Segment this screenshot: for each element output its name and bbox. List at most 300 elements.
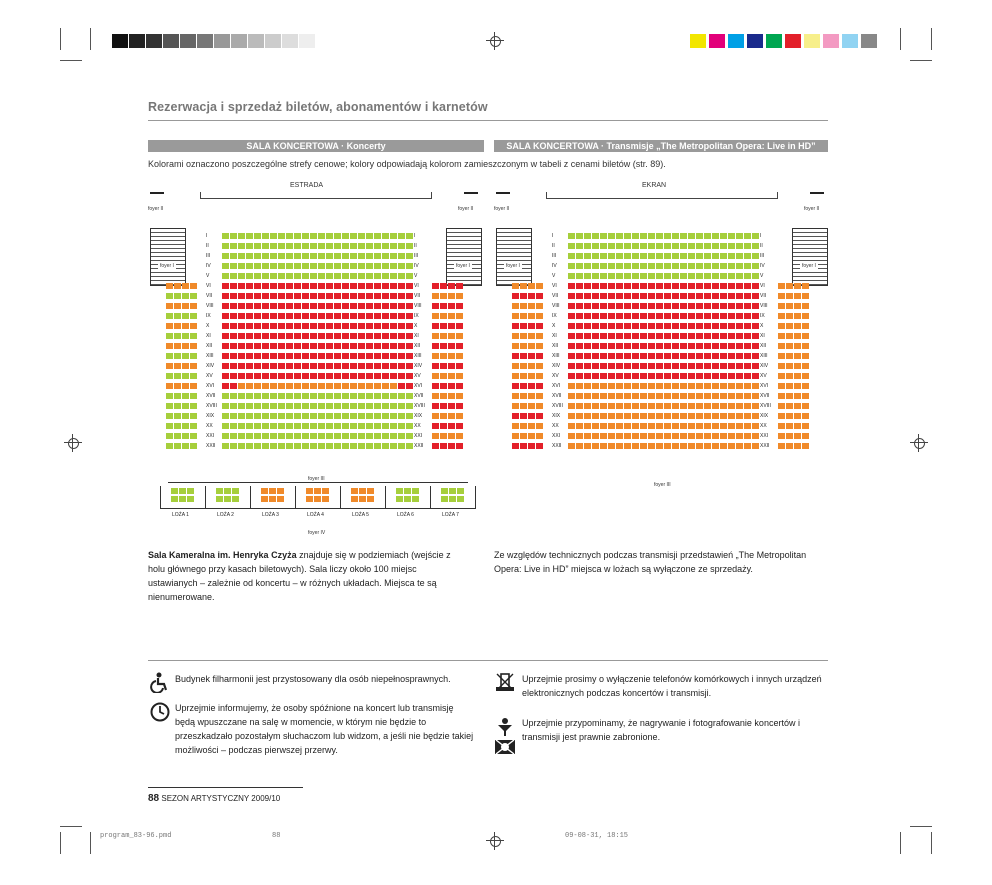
seat[interactable]	[688, 403, 695, 409]
seat[interactable]	[398, 393, 405, 399]
seat[interactable]	[456, 343, 463, 349]
seat[interactable]	[262, 373, 269, 379]
seat[interactable]	[712, 253, 719, 259]
seat[interactable]	[744, 323, 751, 329]
seat[interactable]	[680, 413, 687, 419]
seat[interactable]	[432, 283, 439, 289]
seat[interactable]	[326, 253, 333, 259]
seat[interactable]	[406, 273, 413, 279]
seat[interactable]	[616, 433, 623, 439]
seat[interactable]	[390, 423, 397, 429]
seat[interactable]	[367, 496, 374, 502]
seat[interactable]	[720, 353, 727, 359]
seat[interactable]	[696, 293, 703, 299]
seat[interactable]	[358, 393, 365, 399]
seat[interactable]	[680, 353, 687, 359]
seat[interactable]	[680, 373, 687, 379]
seat[interactable]	[648, 243, 655, 249]
seat[interactable]	[712, 273, 719, 279]
seat[interactable]	[412, 496, 419, 502]
seat[interactable]	[350, 283, 357, 289]
seat[interactable]	[704, 413, 711, 419]
seat[interactable]	[752, 373, 759, 379]
seat[interactable]	[744, 403, 751, 409]
seat[interactable]	[608, 383, 615, 389]
seat[interactable]	[672, 433, 679, 439]
seat[interactable]	[350, 353, 357, 359]
seat[interactable]	[794, 403, 801, 409]
seat[interactable]	[222, 353, 229, 359]
seat[interactable]	[350, 363, 357, 369]
seat[interactable]	[278, 333, 285, 339]
seat[interactable]	[278, 263, 285, 269]
seat[interactable]	[359, 496, 366, 502]
seat[interactable]	[568, 323, 575, 329]
seat[interactable]	[182, 413, 189, 419]
seat[interactable]	[584, 363, 591, 369]
seat[interactable]	[512, 383, 519, 389]
seat[interactable]	[278, 413, 285, 419]
seat[interactable]	[600, 323, 607, 329]
seat[interactable]	[624, 283, 631, 289]
seat[interactable]	[778, 343, 785, 349]
seat[interactable]	[334, 283, 341, 289]
seat[interactable]	[406, 333, 413, 339]
seat[interactable]	[448, 433, 455, 439]
seat[interactable]	[374, 413, 381, 419]
seat[interactable]	[366, 283, 373, 289]
seat[interactable]	[688, 243, 695, 249]
seat[interactable]	[584, 273, 591, 279]
seat[interactable]	[449, 488, 456, 494]
seat[interactable]	[736, 423, 743, 429]
seat[interactable]	[190, 443, 197, 449]
seat[interactable]	[786, 323, 793, 329]
seat[interactable]	[576, 353, 583, 359]
seat[interactable]	[398, 403, 405, 409]
seat[interactable]	[696, 263, 703, 269]
seat[interactable]	[294, 353, 301, 359]
seat[interactable]	[246, 263, 253, 269]
seat[interactable]	[374, 243, 381, 249]
seat[interactable]	[174, 333, 181, 339]
seat[interactable]	[568, 423, 575, 429]
seat[interactable]	[432, 433, 439, 439]
seat[interactable]	[728, 373, 735, 379]
seat[interactable]	[688, 413, 695, 419]
seat[interactable]	[632, 373, 639, 379]
seat[interactable]	[584, 243, 591, 249]
seat[interactable]	[712, 433, 719, 439]
seat[interactable]	[382, 333, 389, 339]
seat[interactable]	[720, 273, 727, 279]
seat[interactable]	[512, 293, 519, 299]
seat[interactable]	[302, 283, 309, 289]
seat[interactable]	[432, 393, 439, 399]
seat[interactable]	[350, 243, 357, 249]
seat[interactable]	[262, 293, 269, 299]
seat[interactable]	[794, 413, 801, 419]
seat[interactable]	[786, 413, 793, 419]
seat[interactable]	[334, 433, 341, 439]
seat[interactable]	[616, 233, 623, 239]
seat[interactable]	[432, 383, 439, 389]
seat[interactable]	[230, 423, 237, 429]
seat[interactable]	[230, 443, 237, 449]
seat[interactable]	[528, 373, 535, 379]
seat[interactable]	[441, 488, 448, 494]
seat[interactable]	[310, 273, 317, 279]
seat[interactable]	[616, 263, 623, 269]
seat[interactable]	[640, 343, 647, 349]
seat[interactable]	[648, 233, 655, 239]
seat[interactable]	[326, 233, 333, 239]
seat[interactable]	[608, 293, 615, 299]
seat[interactable]	[326, 243, 333, 249]
seat[interactable]	[246, 303, 253, 309]
seat[interactable]	[230, 293, 237, 299]
seat[interactable]	[262, 413, 269, 419]
seat[interactable]	[358, 373, 365, 379]
seat[interactable]	[704, 293, 711, 299]
seat[interactable]	[390, 293, 397, 299]
seat[interactable]	[318, 423, 325, 429]
seat[interactable]	[664, 423, 671, 429]
seat[interactable]	[456, 393, 463, 399]
seat[interactable]	[310, 443, 317, 449]
seat[interactable]	[310, 333, 317, 339]
seat[interactable]	[568, 253, 575, 259]
seat[interactable]	[350, 273, 357, 279]
seat[interactable]	[632, 433, 639, 439]
seat[interactable]	[310, 253, 317, 259]
seat[interactable]	[277, 488, 284, 494]
seat[interactable]	[704, 403, 711, 409]
seat[interactable]	[632, 403, 639, 409]
seat[interactable]	[680, 273, 687, 279]
seat[interactable]	[440, 323, 447, 329]
seat[interactable]	[350, 443, 357, 449]
seat[interactable]	[448, 383, 455, 389]
seat[interactable]	[520, 323, 527, 329]
seat[interactable]	[536, 423, 543, 429]
seat[interactable]	[222, 413, 229, 419]
seat[interactable]	[406, 293, 413, 299]
seat[interactable]	[174, 283, 181, 289]
seat[interactable]	[752, 403, 759, 409]
seat[interactable]	[374, 433, 381, 439]
seat[interactable]	[432, 313, 439, 319]
seat[interactable]	[270, 293, 277, 299]
seat[interactable]	[640, 423, 647, 429]
seat[interactable]	[696, 393, 703, 399]
seat[interactable]	[278, 273, 285, 279]
seat[interactable]	[278, 403, 285, 409]
seat[interactable]	[190, 323, 197, 329]
seat[interactable]	[680, 293, 687, 299]
seat[interactable]	[270, 393, 277, 399]
seat[interactable]	[624, 273, 631, 279]
seat[interactable]	[536, 403, 543, 409]
seat[interactable]	[398, 233, 405, 239]
seat[interactable]	[592, 283, 599, 289]
seat[interactable]	[688, 233, 695, 239]
seat[interactable]	[382, 393, 389, 399]
seat[interactable]	[441, 496, 448, 502]
seat[interactable]	[270, 313, 277, 319]
seat[interactable]	[536, 283, 543, 289]
seat[interactable]	[254, 253, 261, 259]
seat[interactable]	[802, 353, 809, 359]
seat[interactable]	[736, 273, 743, 279]
seat[interactable]	[216, 488, 223, 494]
seat[interactable]	[616, 333, 623, 339]
seat[interactable]	[528, 313, 535, 319]
seat[interactable]	[456, 443, 463, 449]
seat[interactable]	[680, 313, 687, 319]
seat[interactable]	[190, 353, 197, 359]
seat[interactable]	[536, 353, 543, 359]
seat[interactable]	[584, 283, 591, 289]
seat[interactable]	[254, 303, 261, 309]
seat[interactable]	[366, 423, 373, 429]
seat[interactable]	[584, 333, 591, 339]
seat[interactable]	[187, 496, 194, 502]
seat[interactable]	[246, 423, 253, 429]
seat[interactable]	[712, 373, 719, 379]
seat[interactable]	[736, 323, 743, 329]
seat[interactable]	[302, 253, 309, 259]
seat[interactable]	[222, 373, 229, 379]
seat[interactable]	[278, 443, 285, 449]
seat[interactable]	[440, 363, 447, 369]
seat[interactable]	[752, 293, 759, 299]
seat[interactable]	[752, 333, 759, 339]
seat[interactable]	[358, 413, 365, 419]
seat[interactable]	[270, 343, 277, 349]
seat[interactable]	[238, 443, 245, 449]
seat[interactable]	[664, 433, 671, 439]
seat[interactable]	[254, 233, 261, 239]
seat[interactable]	[512, 433, 519, 439]
seat[interactable]	[294, 303, 301, 309]
seat[interactable]	[688, 313, 695, 319]
seat[interactable]	[398, 253, 405, 259]
seat[interactable]	[680, 263, 687, 269]
seat[interactable]	[712, 283, 719, 289]
seat[interactable]	[314, 488, 321, 494]
seat[interactable]	[802, 403, 809, 409]
seat[interactable]	[512, 393, 519, 399]
seat[interactable]	[406, 343, 413, 349]
seat[interactable]	[350, 433, 357, 439]
seat[interactable]	[696, 343, 703, 349]
seat[interactable]	[624, 383, 631, 389]
seat[interactable]	[171, 496, 178, 502]
seat[interactable]	[358, 343, 365, 349]
seat[interactable]	[656, 343, 663, 349]
seat[interactable]	[520, 293, 527, 299]
seat[interactable]	[728, 243, 735, 249]
seat[interactable]	[286, 423, 293, 429]
seat[interactable]	[576, 313, 583, 319]
seat[interactable]	[302, 383, 309, 389]
seat[interactable]	[794, 333, 801, 339]
seat[interactable]	[182, 333, 189, 339]
seat[interactable]	[358, 353, 365, 359]
seat[interactable]	[794, 433, 801, 439]
seat[interactable]	[270, 383, 277, 389]
seat[interactable]	[406, 353, 413, 359]
seat[interactable]	[166, 353, 173, 359]
seat[interactable]	[728, 383, 735, 389]
seat[interactable]	[712, 383, 719, 389]
seat[interactable]	[752, 243, 759, 249]
seat[interactable]	[608, 333, 615, 339]
seat[interactable]	[342, 393, 349, 399]
seat[interactable]	[404, 496, 411, 502]
seat[interactable]	[752, 263, 759, 269]
seat[interactable]	[648, 423, 655, 429]
seat[interactable]	[592, 333, 599, 339]
seat[interactable]	[246, 243, 253, 249]
seat[interactable]	[302, 363, 309, 369]
seat[interactable]	[432, 353, 439, 359]
seat[interactable]	[648, 363, 655, 369]
seat[interactable]	[238, 423, 245, 429]
seat[interactable]	[174, 393, 181, 399]
seat[interactable]	[616, 423, 623, 429]
seat[interactable]	[632, 253, 639, 259]
seat[interactable]	[230, 363, 237, 369]
seat[interactable]	[794, 443, 801, 449]
seat[interactable]	[358, 253, 365, 259]
seat[interactable]	[270, 243, 277, 249]
seat[interactable]	[350, 403, 357, 409]
seat[interactable]	[794, 353, 801, 359]
seat[interactable]	[608, 413, 615, 419]
seat[interactable]	[286, 313, 293, 319]
seat[interactable]	[752, 323, 759, 329]
seat[interactable]	[802, 333, 809, 339]
seat[interactable]	[592, 363, 599, 369]
seat[interactable]	[696, 363, 703, 369]
seat[interactable]	[688, 263, 695, 269]
seat[interactable]	[374, 273, 381, 279]
seat[interactable]	[608, 273, 615, 279]
seat[interactable]	[712, 403, 719, 409]
seat[interactable]	[712, 363, 719, 369]
seat[interactable]	[286, 393, 293, 399]
seat[interactable]	[576, 443, 583, 449]
seat[interactable]	[576, 323, 583, 329]
seat[interactable]	[536, 383, 543, 389]
seat[interactable]	[286, 233, 293, 239]
seat[interactable]	[182, 443, 189, 449]
seat[interactable]	[752, 253, 759, 259]
seat[interactable]	[616, 253, 623, 259]
seat[interactable]	[624, 333, 631, 339]
seat[interactable]	[342, 383, 349, 389]
seat[interactable]	[286, 293, 293, 299]
seat[interactable]	[310, 373, 317, 379]
seat[interactable]	[802, 373, 809, 379]
seat[interactable]	[568, 433, 575, 439]
seat[interactable]	[728, 423, 735, 429]
seat[interactable]	[616, 313, 623, 319]
seat[interactable]	[680, 443, 687, 449]
seat[interactable]	[528, 433, 535, 439]
seat[interactable]	[350, 383, 357, 389]
seat[interactable]	[262, 333, 269, 339]
seat[interactable]	[182, 353, 189, 359]
seat[interactable]	[672, 353, 679, 359]
seat[interactable]	[262, 353, 269, 359]
seat[interactable]	[640, 353, 647, 359]
seat[interactable]	[802, 343, 809, 349]
seat[interactable]	[752, 343, 759, 349]
seat[interactable]	[278, 243, 285, 249]
seat[interactable]	[778, 443, 785, 449]
seat[interactable]	[616, 403, 623, 409]
seat[interactable]	[390, 373, 397, 379]
seat[interactable]	[254, 423, 261, 429]
seat[interactable]	[592, 263, 599, 269]
seat[interactable]	[704, 303, 711, 309]
seat[interactable]	[254, 413, 261, 419]
seat[interactable]	[366, 413, 373, 419]
seat[interactable]	[568, 263, 575, 269]
seat[interactable]	[222, 233, 229, 239]
seat[interactable]	[786, 313, 793, 319]
seat[interactable]	[528, 423, 535, 429]
seat[interactable]	[608, 233, 615, 239]
seat[interactable]	[744, 423, 751, 429]
seat[interactable]	[278, 353, 285, 359]
seat[interactable]	[672, 313, 679, 319]
seat[interactable]	[398, 303, 405, 309]
seat[interactable]	[166, 393, 173, 399]
seat[interactable]	[672, 373, 679, 379]
seat[interactable]	[390, 383, 397, 389]
seat[interactable]	[600, 273, 607, 279]
seat[interactable]	[448, 413, 455, 419]
seat[interactable]	[302, 433, 309, 439]
seat[interactable]	[656, 283, 663, 289]
seat[interactable]	[720, 343, 727, 349]
seat[interactable]	[648, 373, 655, 379]
seat[interactable]	[190, 303, 197, 309]
seat[interactable]	[246, 283, 253, 289]
seat[interactable]	[600, 433, 607, 439]
seat[interactable]	[576, 303, 583, 309]
seat[interactable]	[656, 363, 663, 369]
seat[interactable]	[786, 373, 793, 379]
seat[interactable]	[568, 383, 575, 389]
seat[interactable]	[230, 303, 237, 309]
seat[interactable]	[584, 323, 591, 329]
seat[interactable]	[576, 283, 583, 289]
seat[interactable]	[608, 343, 615, 349]
seat[interactable]	[262, 303, 269, 309]
seat[interactable]	[624, 363, 631, 369]
seat[interactable]	[656, 393, 663, 399]
seat[interactable]	[230, 413, 237, 419]
seat[interactable]	[794, 383, 801, 389]
seat[interactable]	[680, 323, 687, 329]
seat[interactable]	[262, 393, 269, 399]
seat[interactable]	[246, 433, 253, 439]
